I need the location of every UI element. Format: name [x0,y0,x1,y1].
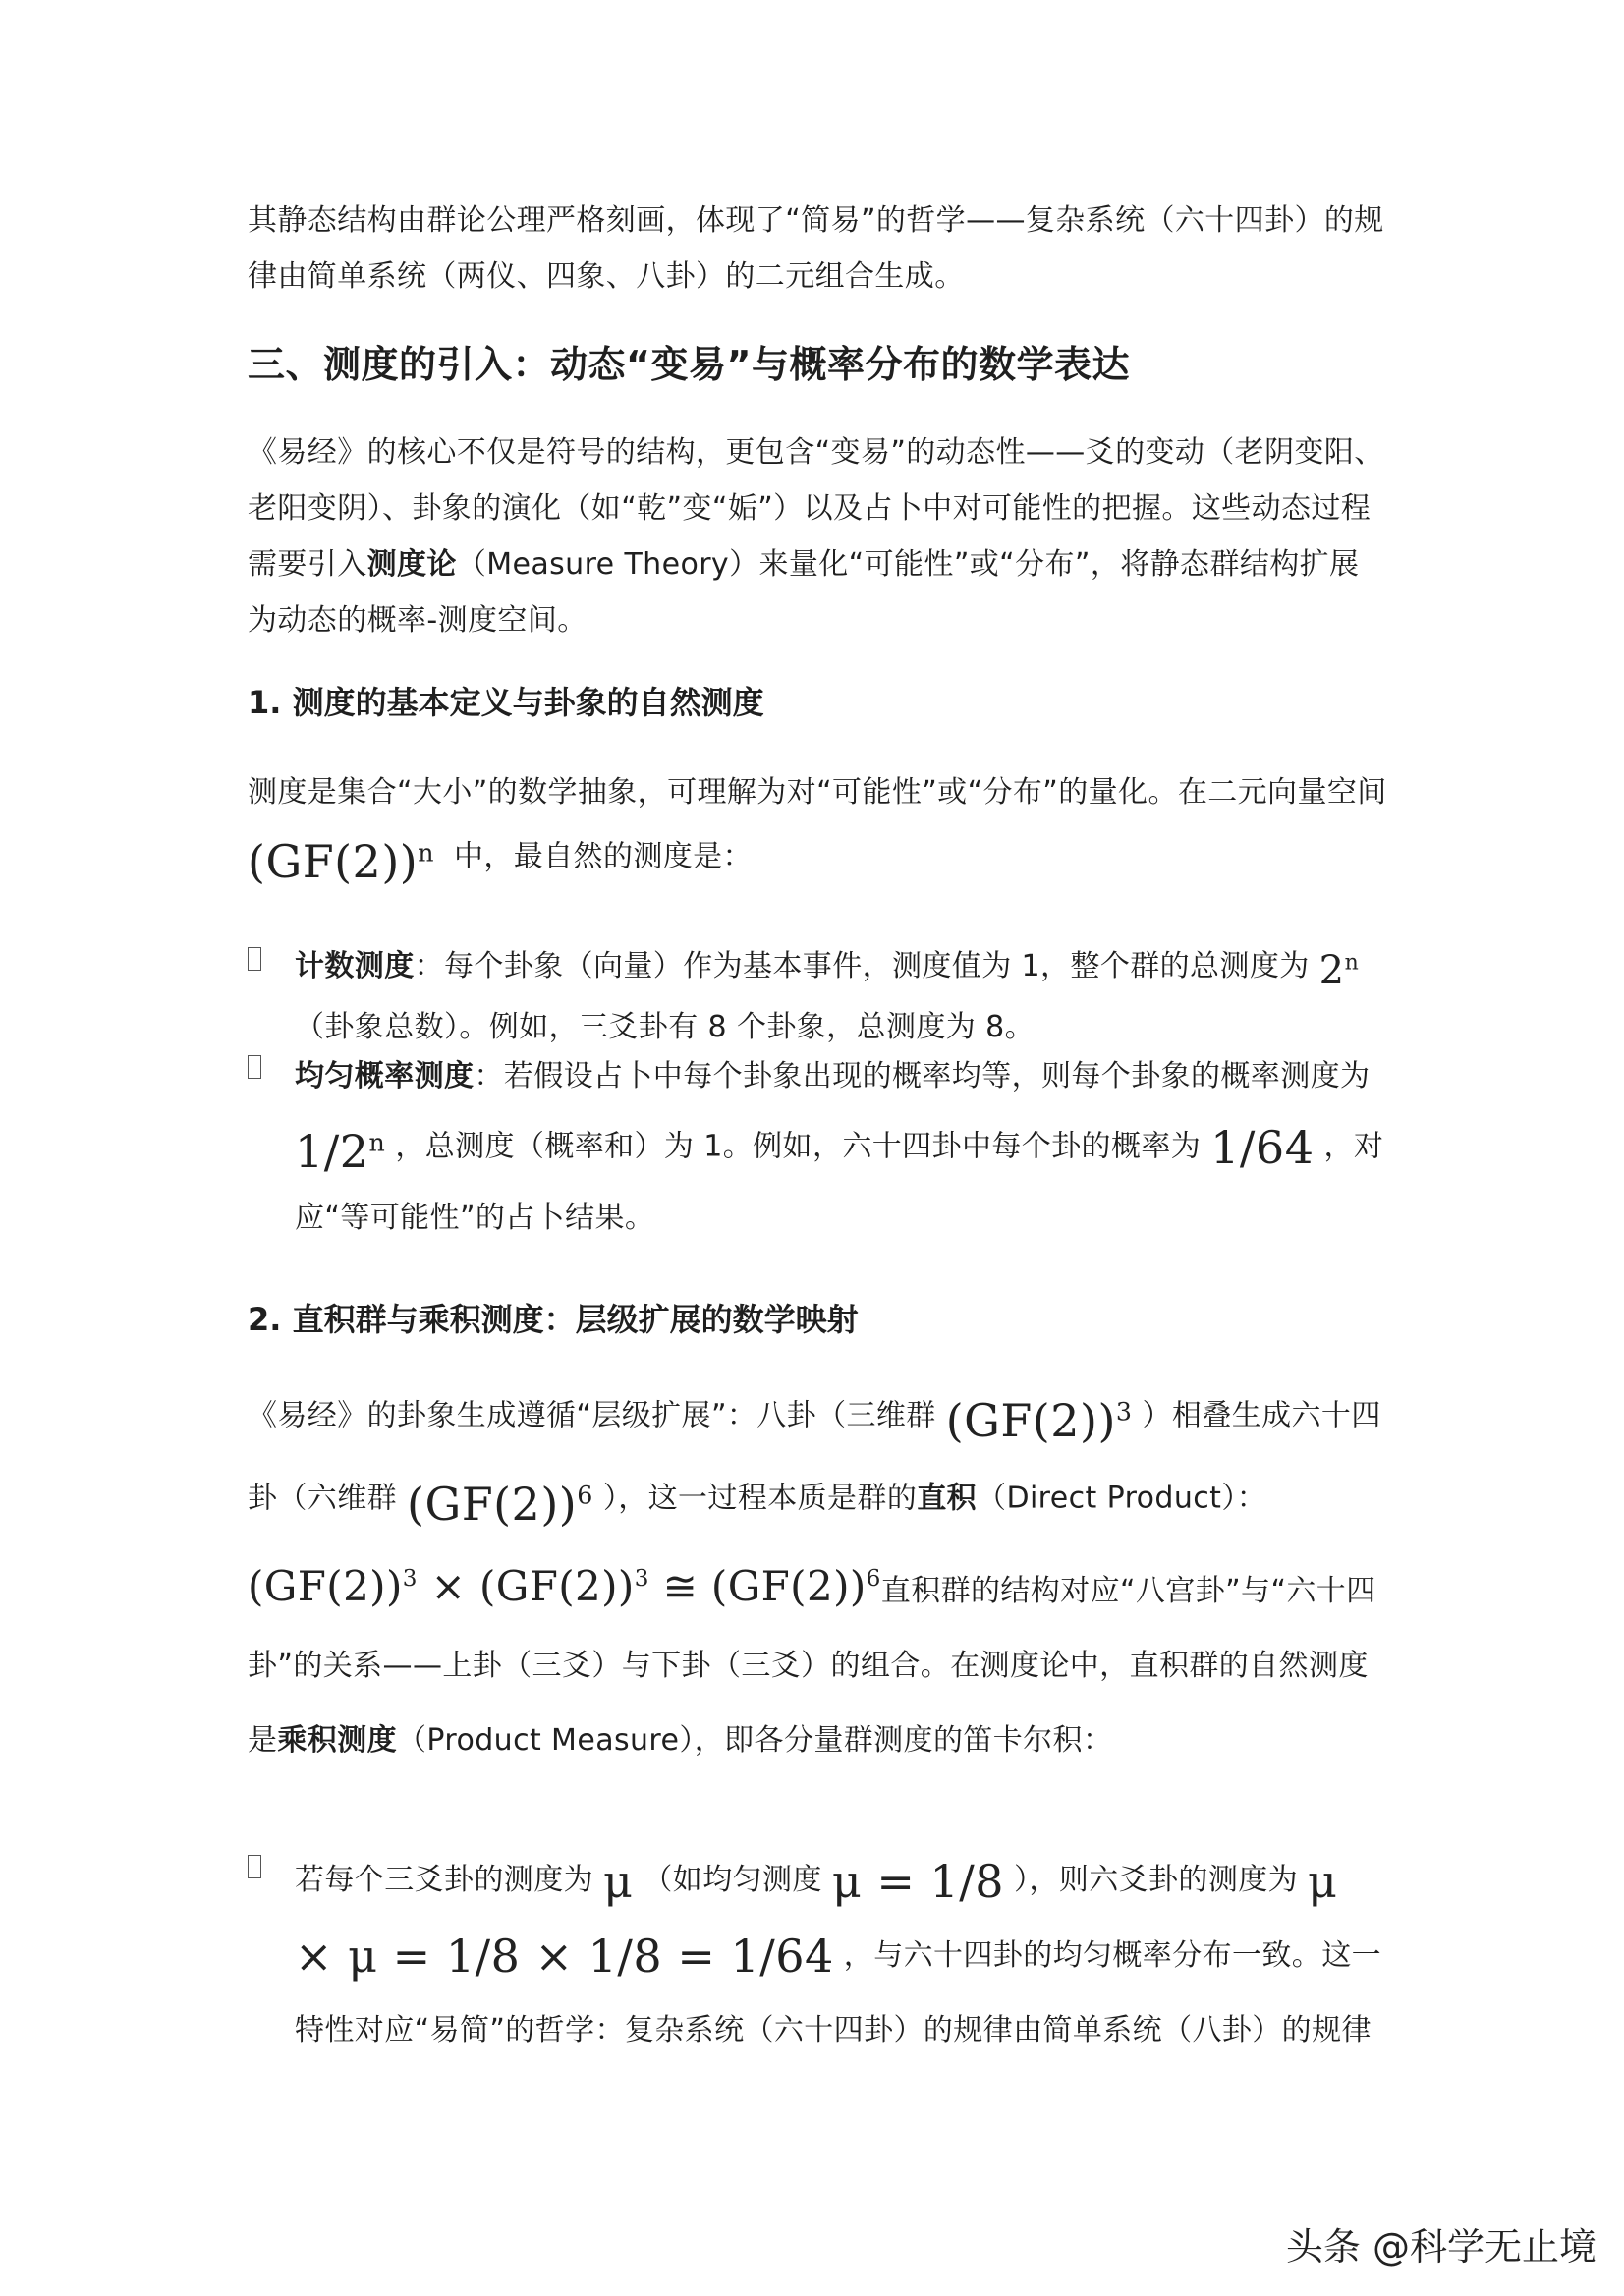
sub1-text-a: 测度是集合“大小”的数学抽象，可理解为对“可能性”或“分布”的量化。在二元向量空间 [248,775,1387,810]
math-gf2-n: $(GF(2))^n$ [248,835,435,889]
sub2-text-a: 《易经》的卦象生成遵循“层级扩展”：八卦（三维群 [248,1398,936,1433]
math-gf2-6: $(GF(2))^6$ [407,1477,593,1531]
bullet1-label: 计数测度 [295,949,415,984]
bullet-product-measure [248,1843,1387,2068]
subsection-2-paragraph [248,1375,1387,1778]
subsection-2-heading: 2. 直积群与乘积测度：层级扩展的数学映射 [248,1301,859,1338]
bullet1-text-a: ：每个卦象（向量）作为基本事件，测度值为 1，整个群的总测度为 [414,949,1310,984]
bullet3-text-d: ，与六十四卦的均匀概率分布一致。这一特性对应“易简”的哲学：复杂系统（六十四卦）的规律由简单系统（八卦）的规律 [295,1937,1381,2047]
math-mu-equals: μ = 1/8 [831,1854,1005,1908]
math-2-n: 2$^n$ [1318,948,1360,994]
sub2-text-f: （Product Measure），即各分量群测度的笛卡尔积： [397,1722,1113,1758]
s3-text-b: （Measure Theory）来量化“可能性”或“分布”，将静态群结构扩展为动态的概率-测度空间。 [248,547,1360,638]
math-mu: μ [603,1854,634,1908]
math-gf2-3: $(GF(2))^3$ [945,1394,1133,1448]
math-direct-product-iso: $(GF(2))^3 \times (GF(2))^3$ ≅ $(GF(2))^6$ [248,1561,881,1610]
math-1-over-64: 1/64 [1210,1121,1315,1175]
bullet-counting-measure [248,935,1387,1055]
sub2-text-c: ），这一过程本质是群的 [602,1482,918,1516]
s3-bold-measure-theory: 测度论 [366,547,457,582]
math-mu-product: μ × μ = 1/8 × 1/8 = 1/64 [295,1854,1338,1983]
subsection-1-paragraph [248,762,1387,892]
sub2-bold-direct-product: 直积 [917,1482,978,1516]
bullet2-text-b: ，总测度（概率和）为 1。例如，六十四卦中每个卦的概率为 [395,1129,1202,1164]
bullet2-text-a: ：若假设占卜中每个卦象出现的概率均等，则每个卦象的概率测度为 [474,1059,1371,1093]
bullet1-text-b: （卦象总数）。例如，三爻卦有 8 个卦象，总测度为 8。 [295,1010,1035,1045]
intro-paragraph [248,193,1387,305]
sub1-text-b: 中，最自然的测度是： [453,839,753,874]
bullet3-text-a: 若每个三爻卦的测度为 [295,1863,593,1897]
intro-text: 其静态结构由群论公理严格刻画，体现了“简易”的哲学——复杂系统（六十四卦）的规律由简单系统（两仪、四象、八卦）的二元组合生成。 [248,203,1384,294]
math-1-over-2n: 1/2$^n$ [295,1125,386,1179]
bullet3-text-b: （如均匀测度 [643,1863,822,1897]
section-3-heading: 三、测度的引入：动态“变易”与概率分布的数学表达 [248,343,1130,386]
subsection-1-heading: 1. 测度的基本定义与卦象的自然测度 [248,684,764,721]
bullet2-text-c: ，对应“等可能性”的占卜结果。 [295,1129,1384,1236]
s3-text-a: 《易经》的核心不仅是符号的结构，更包含“变易”的动态性——爻的变动（老阴变阳、老阳变阴）、卦象的演化（如“乾”变“姤”）以及占卜中对可能性的把握。这些动态过程需要引入 [248,435,1384,582]
bullet3-text-c: ），则六爻卦的测度为 [1014,1863,1299,1897]
bullet2-label: 均匀概率测度 [295,1059,475,1093]
bullet-uniform-probability [248,1043,1387,1252]
bullet-marker-icon [248,1055,261,1079]
sub2-bold-product-measure: 乘积测度 [277,1722,398,1758]
watermark: 头条 @科学无止境 [1285,2225,1596,2268]
sub2-text-e: 直积群的结构对应“八宫卦”与“六十四卦”的关系——上卦（三爻）与下卦（三爻）的组合。在测度论中，直积群的自然测度是 [248,1573,1376,1758]
bullet-marker-icon [248,947,261,971]
sub2-text-b: ）相叠生成六十四卦（六维群 [248,1398,1381,1516]
section-3-paragraph [248,424,1387,648]
sub2-text-d: （Direct Product）： [977,1482,1267,1516]
bullet-marker-icon [248,1855,261,1878]
